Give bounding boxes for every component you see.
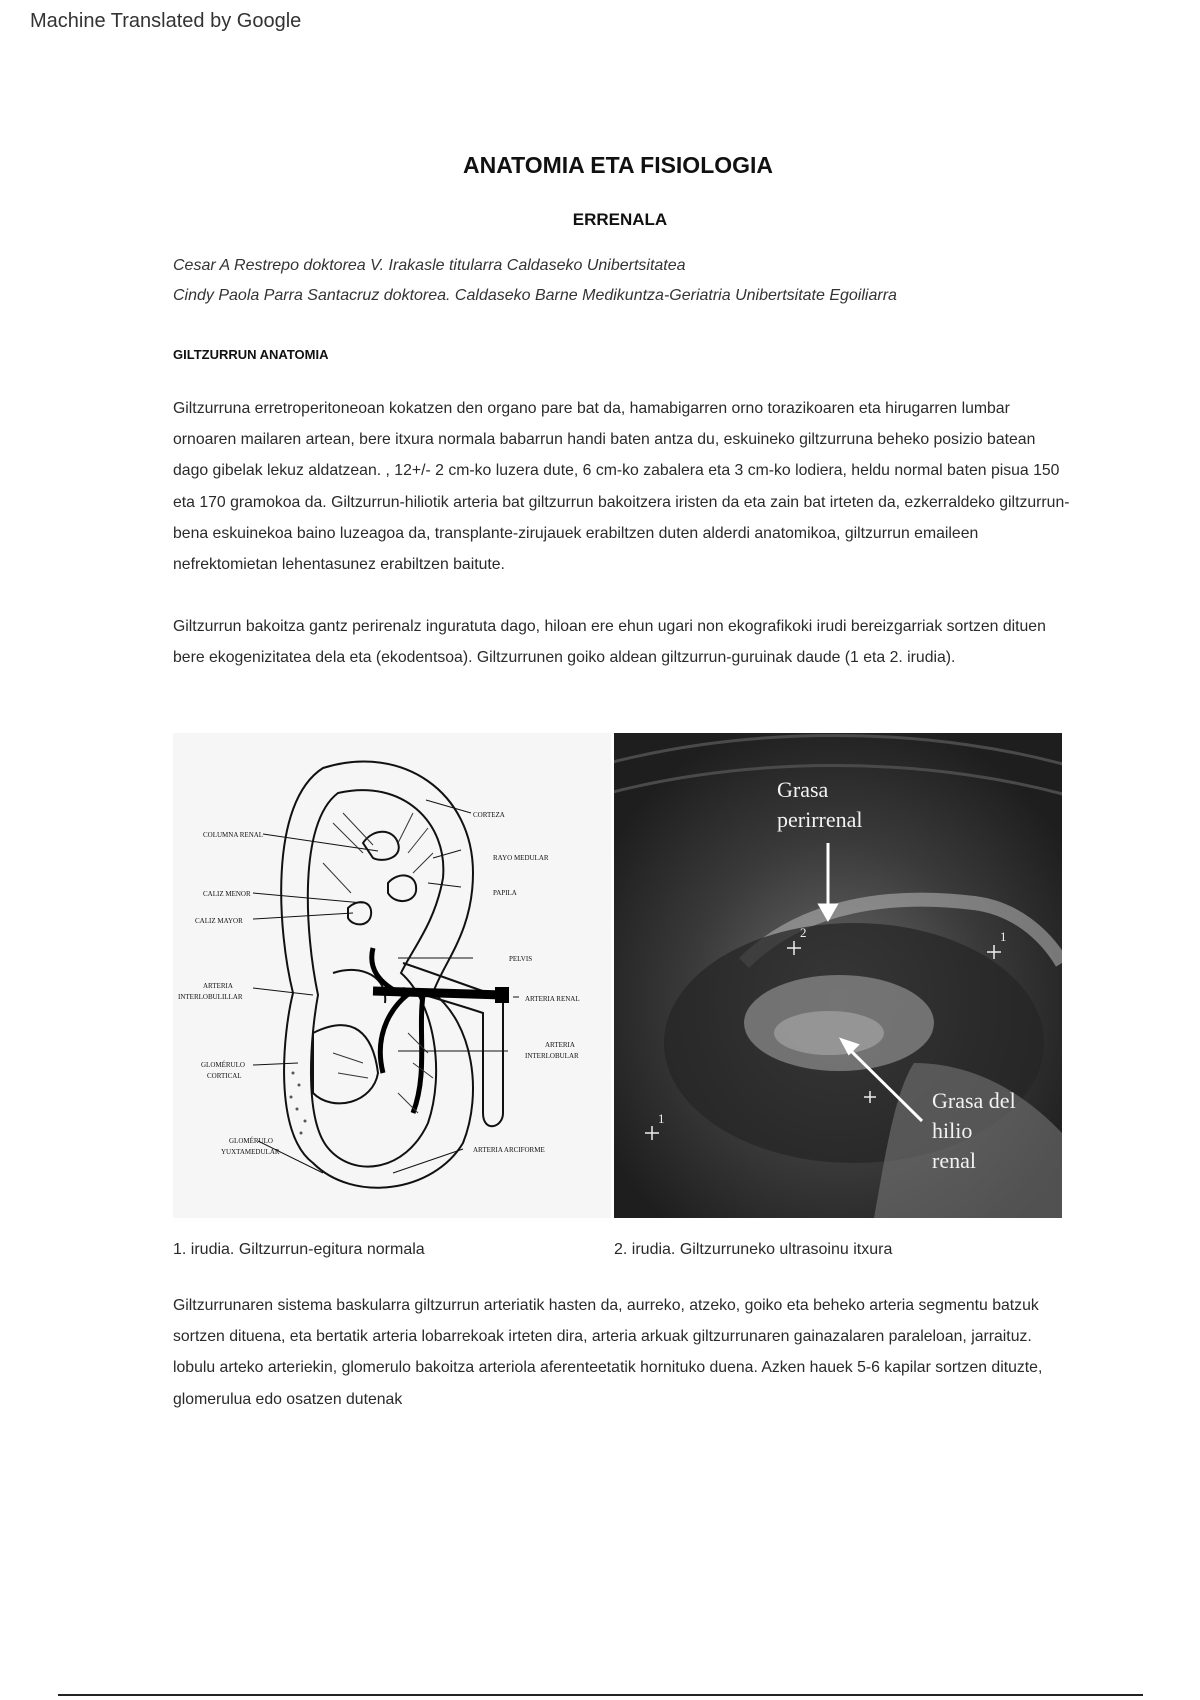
document-title: ANATOMIA ETA FISIOLOGIA [462, 152, 774, 178]
label-columna-renal: COLUMNA RENAL [203, 831, 264, 839]
caliper-marker-1-right: 1 [1000, 929, 1007, 944]
paragraph-1: Giltzurruna erretroperitoneoan kokatzen den organo pare bat da, hamabigarren orno torazikoaren eta hirugarren lumbar ornoaren mailaren artean, bere itxura normala babarrun handi baten antza du, eskuineko giltzurruna beheko posizio batean dago gibelak lekuz aldatzean. , 12+/- 2 cm-ko luzera dute, 6 cm-ko zabalera eta 3 cm-ko lodiera, heldu normal baten pisua 150 eta 170 gramokoa da. Giltzurrun-hiliotik arteria bat giltzurrun bakoitzera iristen da eta zain bat irteten da, ezkerraldeko giltzurrun-bena eskuinekoa baino luzeagoa da, transplante-zirujauek erabiltzen duten alderdi anatomikoa, giltzurrun emaileen nefrektomietan lehentasunez erabiltzen baitute. [173, 400, 1070, 574]
label-arteria-interlobulillar-1: ARTERIA [203, 982, 233, 990]
machine-translation-banner: Machine Translated by Google [30, 10, 302, 32]
label-grasa-perirrenal-2: perirrenal [777, 807, 863, 832]
paragraph-3: Giltzurrunaren sistema baskularra giltzurrun arteriatik hasten da, aurreko, atzeko, goiko eta beheko arteria segmentu batzuk sortzen dituena, eta bertatik arteria lobarrekoak irteten dira, arteria arkuak giltzurrunaren gainazalaren paraleloan, jarraituz. lobulu arteko arteriekin, glomerulo bakoitza arteriola aferenteetatik hornituko duena. Azken hauek 5-6 kapilar sortzen dituzte, glomerulua edo osatzen dutenak [173, 1297, 1043, 1408]
label-glomerulo-yuxtamedular-2: YUXTAMEDULAR [221, 1148, 280, 1156]
document-subtitle: ERRENALA [572, 210, 668, 229]
label-arteria-arciforme: ARTERIA ARCIFORME [473, 1146, 545, 1154]
ultrasound-svg [614, 733, 1062, 1218]
kidney-diagram-svg [173, 733, 611, 1218]
label-grasa-hilio-2: hilio [932, 1118, 973, 1143]
label-rayo-medular: RAYO MEDULAR [493, 854, 549, 862]
footer-divider [58, 1694, 1143, 1696]
label-glomerulo-cortical-2: CORTICAL [207, 1072, 242, 1080]
figure-1-kidney-diagram [173, 733, 611, 1218]
label-corteza: CORTEZA [473, 811, 505, 819]
label-caliz-mayor: CALIZ MAYOR [195, 917, 243, 925]
caliper-marker-1-left: 1 [658, 1111, 665, 1126]
paragraph-2: Giltzurrun bakoitza gantz perirenalz inguratuta dago, hiloan ere ehun ugari non ekografikoki irudi bereizgarriak sortzen dituen bere ekogenizitatea dela eta (ekodentsoa). Giltzurrunen goiko aldean giltzurrun-guruinak daude (1 eta 2. irudia). [173, 618, 1046, 667]
label-arteria-interlobulillar-2: INTERLOBULILLAR [178, 993, 243, 1001]
label-grasa-hilio-3: renal [932, 1148, 976, 1173]
caliper-marker-2: 2 [800, 925, 807, 940]
figure-2-ultrasound [614, 733, 1062, 1218]
label-arteria-interlobular-1: ARTERIA [545, 1041, 575, 1049]
label-grasa-perirrenal-1: Grasa [777, 777, 829, 802]
label-arteria-renal: ARTERIA RENAL [525, 995, 580, 1003]
label-pelvis: PELVIS [509, 955, 533, 963]
label-glomerulo-yuxtamedular-1: GLOMÉRULO [229, 1137, 273, 1145]
label-caliz-menor: CALIZ MENOR [203, 890, 251, 898]
section-heading: GILTZURRUN ANATOMIA [173, 347, 329, 362]
figure-2-caption: 2. irudia. Giltzurruneko ultrasoinu itxura [614, 1241, 893, 1258]
figure-1-caption: 1. irudia. Giltzurrun-egitura normala [173, 1241, 425, 1258]
label-papila: PAPILA [493, 889, 517, 897]
label-grasa-hilio-1: Grasa del [932, 1088, 1016, 1113]
author-line-2: Cindy Paola Parra Santacruz doktorea. Caldaseko Barne Medikuntza-Geriatria Unibertsitate Egoiliarra [173, 287, 897, 304]
author-line-1: Cesar A Restrepo doktorea V. Irakasle titularra Caldaseko Unibertsitatea [173, 257, 686, 274]
label-glomerulo-cortical-1: GLOMÉRULO [201, 1061, 245, 1069]
label-arteria-interlobular-2: INTERLOBULAR [525, 1052, 579, 1060]
